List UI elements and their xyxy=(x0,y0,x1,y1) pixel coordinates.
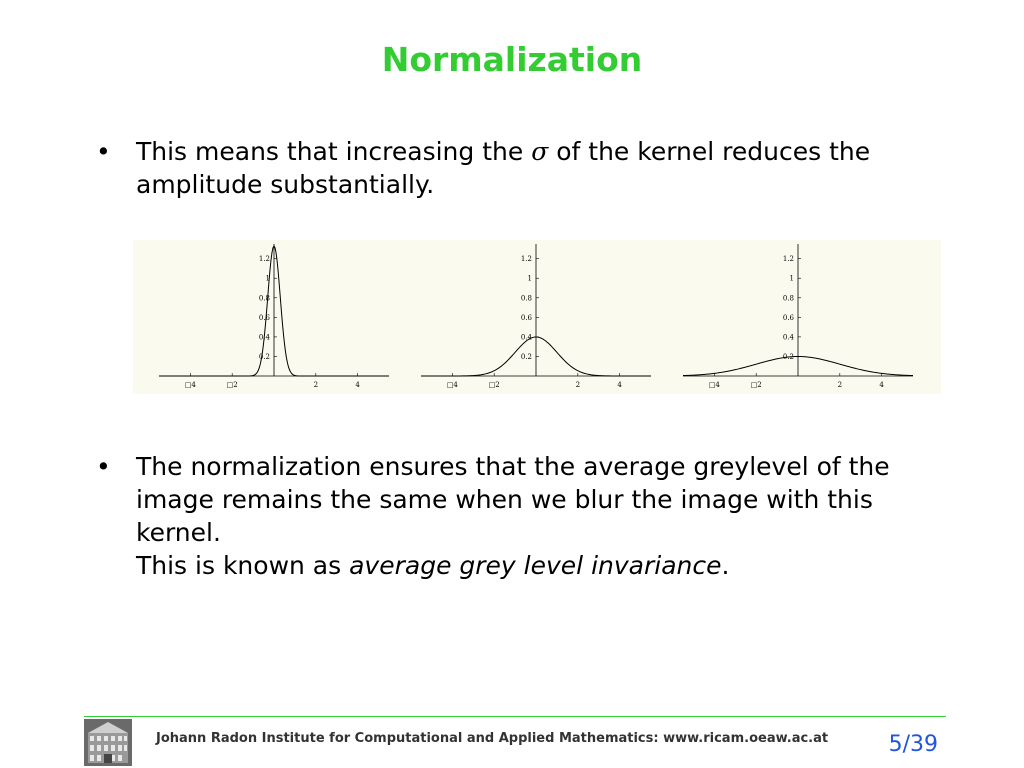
bullet-text-1-pre: This means that increasing the xyxy=(136,137,532,166)
gaussian-plot-1 xyxy=(159,244,389,389)
y-tick-label: 1.2 xyxy=(520,255,532,264)
x-tick-label: 4 xyxy=(355,381,360,389)
x-tick-label: □4 xyxy=(184,381,196,389)
bullet-icon: • xyxy=(96,452,111,481)
x-tick-label: □2 xyxy=(226,381,238,389)
gaussian-plot-2 xyxy=(421,244,651,389)
bullet-text-2 xyxy=(136,450,956,582)
footer-divider xyxy=(84,716,946,717)
y-tick-label: 0.8 xyxy=(258,294,270,303)
y-tick-label: 0.4 xyxy=(782,333,794,342)
gaussian-plot-3 xyxy=(683,244,913,389)
x-tick-label: 4 xyxy=(879,381,884,389)
y-tick-label: 0.8 xyxy=(782,294,794,303)
y-tick-label: 0.4 xyxy=(520,333,532,342)
bullet-icon: • xyxy=(96,137,111,166)
y-tick-label: 0.6 xyxy=(520,313,532,322)
bullet-item-2 xyxy=(96,450,956,582)
x-tick-label: 4 xyxy=(617,381,622,389)
y-tick-label: 0.6 xyxy=(782,313,794,322)
building-icon xyxy=(84,719,132,766)
page-number: 5/39 xyxy=(888,732,938,757)
x-tick-label: 2 xyxy=(575,381,581,389)
slide-title: Normalization xyxy=(381,40,643,79)
invariance-term: average grey level invariance xyxy=(349,551,722,580)
footer-institute-text: Johann Radon Institute for Computational and Applied Mathematics: www.ricam.oeaw.ac.at xyxy=(156,731,829,746)
y-tick-label: 0.2 xyxy=(258,352,270,361)
bullet-item-1 xyxy=(96,135,956,201)
x-tick-label: 2 xyxy=(313,381,319,389)
y-tick-label: 0.4 xyxy=(258,333,270,342)
y-tick-label: 1 xyxy=(789,274,794,283)
y-tick-label: 1 xyxy=(265,274,270,283)
x-tick-label: □2 xyxy=(488,381,500,389)
bullet-text-1-post: of the kernel reduces the amplitude substantially. xyxy=(136,137,871,199)
sigma-symbol: σ xyxy=(531,137,549,166)
bullet-text-1 xyxy=(136,135,956,201)
y-tick-label: 1 xyxy=(527,274,532,283)
institute-logo xyxy=(84,719,132,766)
y-tick-label: 1.2 xyxy=(782,255,794,264)
y-tick-label: 0.2 xyxy=(520,352,532,361)
x-tick-label: 2 xyxy=(837,381,843,389)
bullet-text-2-known-post: . xyxy=(721,551,730,580)
gaussian-plots xyxy=(133,240,941,394)
x-tick-label: □2 xyxy=(750,381,762,389)
y-tick-label: 0.6 xyxy=(258,313,270,322)
gaussian-plots-svg xyxy=(133,240,941,394)
x-tick-label: □4 xyxy=(446,381,458,389)
bullet-text-2-known-pre: This is known as xyxy=(136,551,350,580)
y-tick-label: 0.2 xyxy=(782,352,794,361)
y-tick-label: 0.8 xyxy=(520,294,532,303)
x-tick-label: □4 xyxy=(708,381,720,389)
y-tick-label: 1.2 xyxy=(258,255,270,264)
bullet-text-2-line: The normalization ensures that the average greylevel of the image remains the same when we blur the image with this kernel. xyxy=(136,452,890,547)
